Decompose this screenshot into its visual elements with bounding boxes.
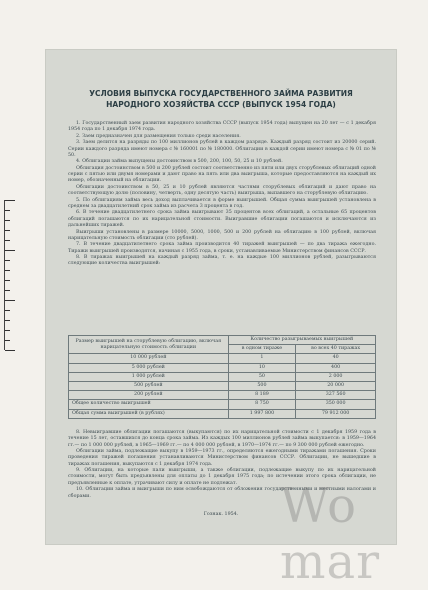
total-sum-all: 79 912 000	[296, 409, 376, 418]
table-row	[69, 372, 376, 381]
total-sum-label: Общая сумма выигрышей (в рублях)	[69, 409, 229, 418]
prize-size: 5 000 рублей	[69, 363, 229, 372]
prize-count-all: 327 560	[296, 391, 376, 400]
paragraph: Облигации достоинством в 50, 25 и 10 рублей являются частями стору6левых облигаций и дают право на соответствующую долю (половину, четверть, одну десятую часть) выигрыша, выпавшего на сторублевую облигацию.	[68, 184, 376, 197]
ruler-tick	[5, 200, 15, 201]
ruler-tick	[5, 210, 10, 211]
ruler-tick	[5, 310, 10, 311]
terms-text-top	[68, 121, 376, 268]
prize-count-one: 50	[228, 372, 296, 381]
total-count-label: Общее количество выигрышей	[69, 400, 229, 409]
paragraph: 8. Невыигравшие облигации погашаются (выкупаются) по их нарицательной стоимости с 1 декабря 1959 года в течение 15 лет, оставшихся до конца срока займа. Из каждых 100 миллионов рублей займа выкупается: в 1959—1964 гг.— по 1 000 000 рублей, в 1965—1969 гг.— по 4 000 000 рублей, в 1970—1974 гг.— по 9 300 000 рублей ежегодно.	[68, 430, 376, 448]
prize-count-one: 1	[228, 354, 296, 363]
ruler-tick	[5, 280, 10, 281]
ruler-tick	[5, 300, 15, 301]
paragraph: Облигации займа, подлежащие выкупу в 1959—1973 гг., определяются ежегодными тиражами погашения. Сроки проведения тиражей погашения устанавливаются Министерством финансов СССР. Облигации, не вышедшие в тиражах погашения, выкупаются с 1 декабря 1974 года.	[68, 449, 376, 467]
table-header-size: Размер выигрышей на сторублевую облигацию, включая нарицательную стоимость облигации	[69, 336, 229, 354]
printer-year: Гознак. 1954.	[203, 512, 239, 517]
prize-count-all: 40	[296, 354, 376, 363]
paragraph: 1. Государственный заем развития народного хозяйства СССР (выпуск 1954 года) выпущен на 20 лет — с 1 декабря 1954 года по 1 декабря 1974 года.	[68, 121, 376, 133]
paragraph: Выигрыши установлены в размере 10000, 5000, 1000, 500 и 200 рублей на облигацию в 100 рублей, включая нарицательную стоимость облигации (сто рублей).	[68, 229, 376, 241]
watermark: Wo mar	[280, 478, 381, 590]
prize-count-all: 400	[296, 363, 376, 372]
table-header-count: Количество разыгрываемых выигрышей	[228, 336, 375, 345]
table-total-row	[69, 400, 376, 409]
total-sum-one: 1 997 800	[228, 409, 296, 418]
paragraph: 7. В течение двадцатилетнего срока займа производится 40 тиражей выигрышей — по два тиража ежегодно. Тиражи выигрышей производятся, начиная с 1955 года, в сроки, устанавливаемые Министерством финансов СССР.	[68, 242, 376, 254]
table-row	[69, 354, 376, 363]
table-row	[69, 382, 376, 391]
paragraph: 4. Облигации займа выпущены достоинством в 500, 200, 100, 50, 25 и 10 рублей.	[76, 159, 283, 165]
table-header-one-draw: в одном тираже	[228, 345, 296, 354]
paragraph: 6. В течение двадцатилетнего срока займа выигрывают 35 процентов всех облигаций, а остальные 65 процентов облигаций погашаются по их нарицательной стоимости. Выигравшие облигации погашаются и исключаются из дальнейших тиражей.	[68, 210, 376, 229]
ruler-tick	[5, 230, 10, 231]
table-header-all-draws: во всех 40 тиражах	[296, 345, 376, 354]
total-count-one: 8 750	[228, 400, 296, 409]
table-row	[69, 391, 376, 400]
paragraph: 2. Заем предназначен для размещения только среди населения.	[76, 133, 241, 139]
ruler-tick	[5, 340, 10, 341]
ruler-tick	[5, 350, 15, 351]
prize-size: 500 рублей	[69, 382, 229, 391]
paragraph: 9. Облигации, на которые пали выигрыши, а также облигации, подлежащие выкупу по их нарицательной стоимости, могут быть предъявлены для оплаты до 1 декабря 1975 года; по истечении этого срока облигации, не предъявленные к оплате, утрачивают силу и оплате не подлежат.	[68, 468, 376, 486]
paragraph: 5. По облигациям займа весь доход выплачивается в форме выигрышей. Общая сумма выигрышей установлена в среднем за двадцатилетний срок займа из расчета 3 процента в год.	[68, 197, 376, 209]
prize-count-one: 500	[228, 382, 296, 391]
paragraph: 8. В тиражах выигрышей на каждый разряд займа, т. е. на каждые 100 миллионов рублей, разыгрываются следующие количества выигрышей:	[68, 255, 376, 267]
table-row	[69, 363, 376, 372]
total-count-all: 350 000	[296, 400, 376, 409]
paragraph: Облигация достоинством в 500 и 200 рублей состоит соответственно из пяти или двух сторублевых облигаций одной серии с пятью или двумя номерами и дают право на пять или два выигрыша, которые предоставляются на каждый их номер, обозначенный на облигации.	[68, 165, 376, 184]
document-title: УСЛОВИЯ ВЫПУСКА ГОСУДАРСТВЕННОГО ЗАЙМА РАЗВИТИЯ НАРОДНОГО ХОЗЯЙСТВА СССР (ВЫПУСК 1954 ГОДА)	[89, 89, 353, 109]
paragraph: 3. Заем делится на разряды по 100 миллионов рублей в каждом разряде. Каждый разряд состоит из 20000 серий. Серии каждого разряда имеют номера с № 160001 по № 180000. Облигации в каждой серии имеют номера с № 01 по № 50.	[68, 140, 376, 158]
ruler-tick	[5, 260, 10, 261]
ruler-tick	[5, 320, 10, 321]
prize-count-all: 2 000	[296, 372, 376, 381]
prize-table	[68, 335, 376, 419]
prize-count-one: 8 189	[228, 391, 296, 400]
paragraph: 10. Облигации займа и выигрыши по ним освобождаются от обложения государственными и местными налогами и сборами.	[68, 487, 376, 499]
prize-size: 1 000 рублей	[69, 372, 229, 381]
ruler-tick	[5, 330, 10, 331]
prize-size: 200 рублей	[69, 391, 229, 400]
prize-count-all: 20 000	[296, 382, 376, 391]
ruler-tick	[5, 220, 10, 221]
ruler-tick	[5, 250, 15, 251]
ruler-tick	[5, 270, 10, 271]
table-total-row	[69, 409, 376, 418]
ruler-tick	[5, 290, 10, 291]
ruler-tick	[5, 240, 10, 241]
prize-size: 10 000 рублей	[69, 354, 229, 363]
bond-back-page	[46, 50, 396, 544]
prize-count-one: 10	[228, 363, 296, 372]
ruler	[4, 200, 35, 350]
